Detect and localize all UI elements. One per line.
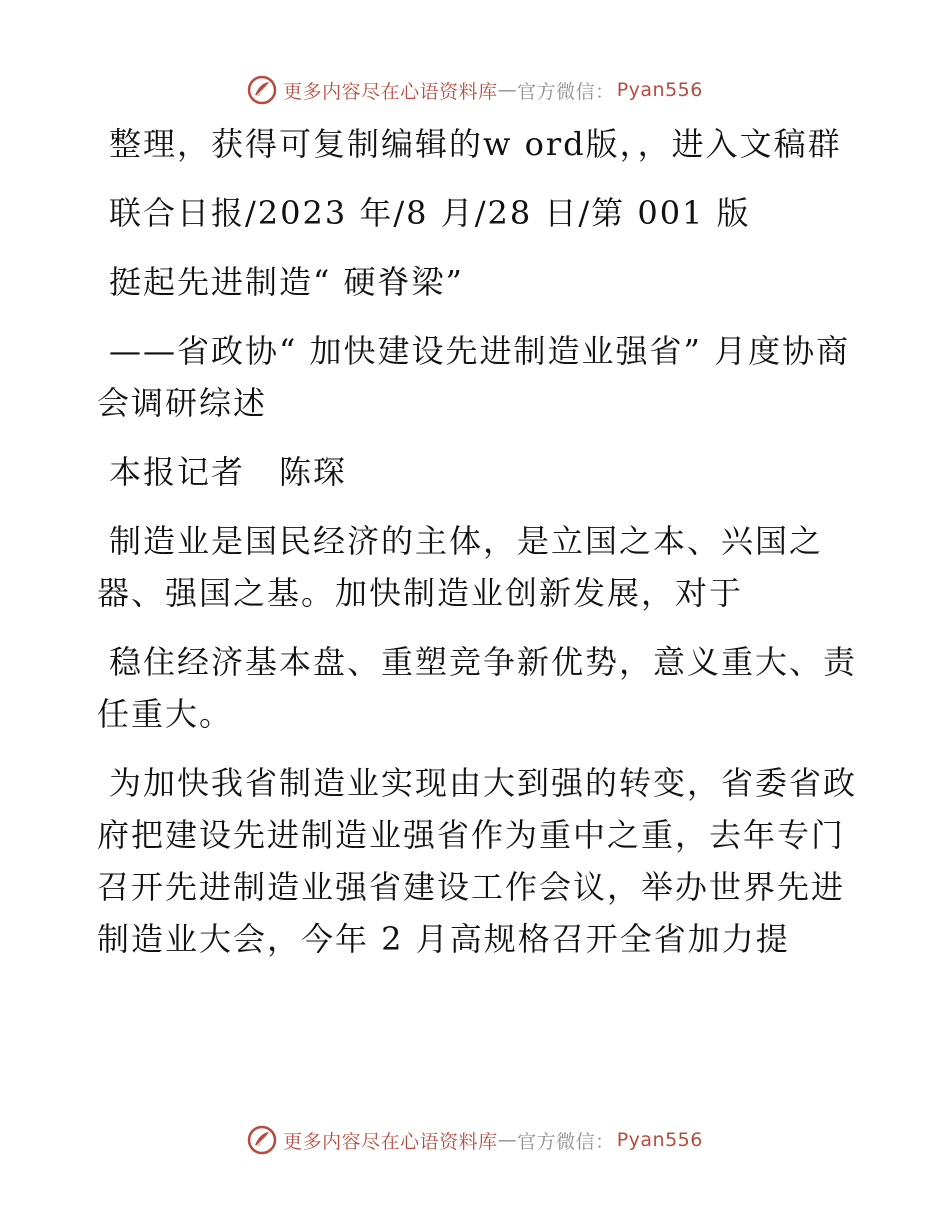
paragraph: ——省政协“ 加快建设先进制造业强省” 月度协商会调研综述 [97,332,851,422]
paragraph: 为加快我省制造业实现由大到强的转变，省委省政府把建设先进制造业强省作为重中之重，去年专门召开先进制造业强省建设工作会议，举办世界先进制造业大会，今年 2 月高规格召开全省加力提 [97,764,858,958]
watermark-banner-top [0,70,950,110]
paragraph: 制造业是国民经济的主体，是立国之本、兴国之器、强国之基。加快制造业创新发展，对于 [97,522,824,612]
paragraph: 本报记者 陈琛 [109,453,348,491]
watermark-site-text: 更多内容尽在心语资料库 [283,80,498,103]
watermark-wechat-label: 官方微信： [517,1130,615,1153]
paragraph: 稳住经济基本盘、重塑竞争新优势，意义重大、责任重大。 [97,643,858,733]
watermark-wechat-id: Pyan556 [616,79,703,101]
watermark-banner-bottom [0,1120,950,1160]
paragraph: 联合日报/2023 年/8 月/28 日/第 001 版 [109,194,751,232]
library-logo-icon [247,75,277,105]
document-body [97,118,857,982]
watermark-site-text: 更多内容尽在心语资料库 [283,1130,498,1153]
library-logo-icon [247,1125,277,1155]
watermark-dash: — [497,1129,518,1151]
watermark-dash: — [497,79,518,101]
paragraph: 整理，获得可复制编辑的w ord版，，进入文稿群 [109,125,842,163]
watermark-wechat-id: Pyan556 [616,1129,703,1151]
watermark-wechat-label: 官方微信： [517,80,615,103]
paragraph: 挺起先进制造“ 硬脊梁” [109,263,464,301]
